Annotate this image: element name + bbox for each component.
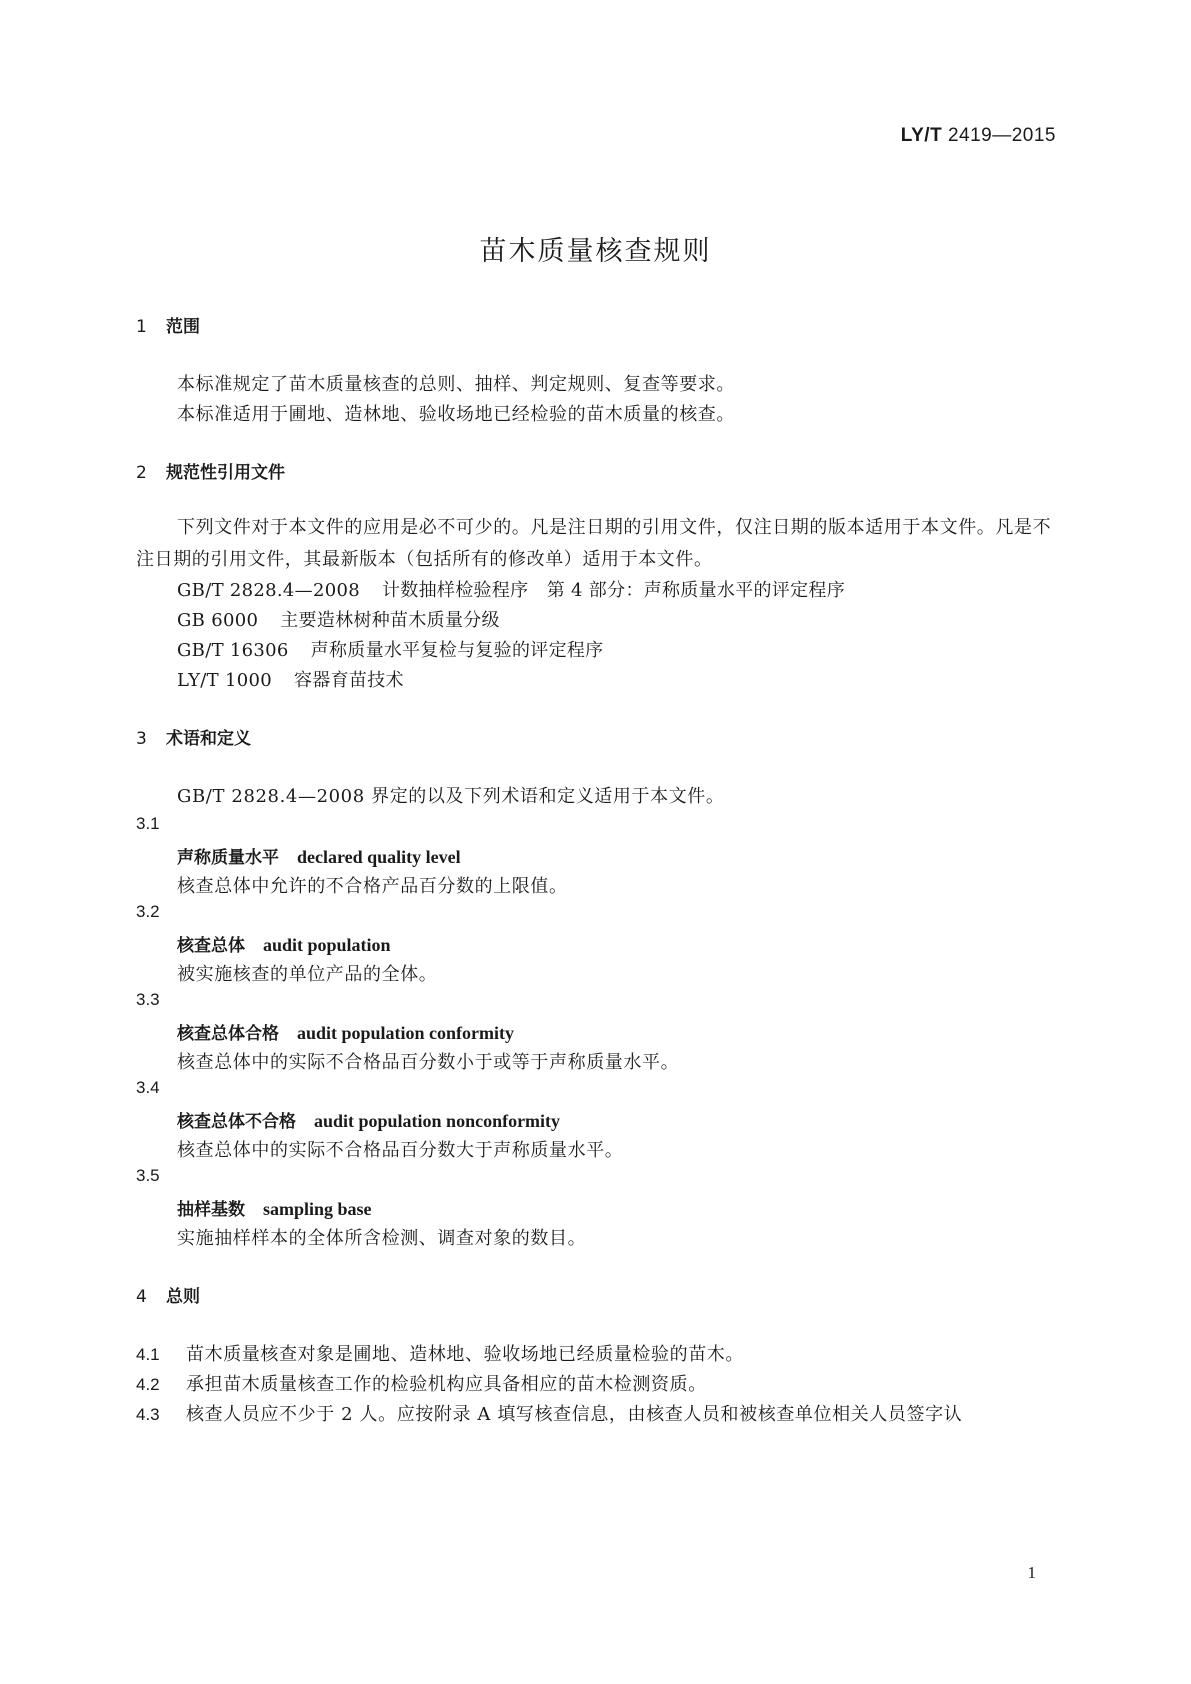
clause-number: 4.1: [136, 1345, 160, 1364]
term-en: audit population nonconformity: [314, 1111, 561, 1131]
standard-number: 2419—2015: [947, 125, 1056, 146]
paragraph: 本标准适用于圃地、造林地、验收场地已经检验的苗木质量的核查。: [177, 404, 735, 425]
term-zh: 核查总体: [177, 936, 245, 956]
reference-title: 声称质量水平复检与复验的评定程序: [310, 640, 604, 661]
term-zh: 声称质量水平: [177, 848, 279, 868]
term-definition: 核查总体中的实际不合格品百分数小于或等于声称质量水平。: [177, 1052, 680, 1073]
reference-item: [177, 666, 404, 692]
reference-title: 计数抽样检验程序 第 4 部分：声称质量水平的评定程序: [382, 580, 845, 601]
clause: [136, 1340, 744, 1366]
term-name: [177, 1107, 560, 1132]
reference-item: [177, 576, 845, 602]
term-number: 3.3: [136, 990, 160, 1009]
section-title: 范围: [166, 317, 200, 337]
term-zh: 核查总体合格: [177, 1024, 279, 1044]
section-1-heading: [136, 312, 200, 337]
section-title: 规范性引用文件: [166, 463, 285, 483]
term-name: [177, 1195, 372, 1220]
term-number: 3.4: [136, 1078, 160, 1097]
term-definition: 核查总体中允许的不合格产品百分数的上限值。: [177, 876, 568, 897]
page-number: 1: [1027, 1563, 1036, 1582]
section-4-heading: [136, 1282, 200, 1307]
term-number: 3.2: [136, 902, 160, 921]
clause: [136, 1400, 962, 1426]
paragraph: 下列文件对于本文件的应用是必不可少的。凡是注日期的引用文件，仅注日期的版本适用于本文件。凡是不注日期的引用文件，其最新版本（包括所有的修改单）适用于本文件。: [136, 517, 1052, 570]
paragraph: GB/T 2828.4—2008 界定的以及下列术语和定义适用于本文件。: [177, 786, 725, 807]
reference-code: GB/T 16306: [177, 640, 289, 661]
term-name: [177, 931, 391, 956]
section-title: 术语和定义: [166, 729, 251, 749]
clause-number: 4.2: [136, 1375, 160, 1394]
term-definition: 实施抽样样本的全体所含检测、调查对象的数目。: [177, 1228, 587, 1249]
term-en: declared quality level: [297, 847, 461, 867]
section-number: 4: [136, 1287, 147, 1307]
reference-title: 容器育苗技术: [294, 670, 404, 691]
term-definition: 核查总体中的实际不合格品百分数大于声称质量水平。: [177, 1140, 624, 1161]
section-number: 1: [136, 317, 147, 337]
standard-prefix: LY/T: [900, 125, 943, 146]
term-zh: 抽样基数: [177, 1200, 245, 1220]
section-title: 总则: [166, 1287, 200, 1307]
reference-item: [177, 636, 603, 662]
term-zh: 核查总体不合格: [177, 1112, 296, 1132]
reference-title: 主要造林树种苗木质量分级: [280, 610, 500, 631]
term-en: audit population conformity: [297, 1023, 515, 1043]
reference-item: [177, 606, 500, 632]
clause: [136, 1370, 707, 1396]
section-2-heading: [136, 458, 285, 483]
section-number: 3: [136, 729, 147, 749]
reference-code: GB 6000: [177, 610, 259, 631]
clause-number: 4.3: [136, 1405, 160, 1424]
clause-text: 核查人员应不少于 2 人。应按附录 A 填写核查信息，由核查人员和被核查单位相关人员签字认: [186, 1404, 963, 1425]
term-definition: 被实施核查的单位产品的全体。: [177, 964, 438, 985]
reference-code: GB/T 2828.4—2008: [177, 580, 360, 601]
term-name: [177, 1019, 514, 1044]
standard-code: [901, 125, 1056, 147]
reference-code: LY/T 1000: [177, 670, 272, 691]
term-en: sampling base: [263, 1199, 372, 1219]
clause-text: 承担苗木质量核查工作的检验机构应具备相应的苗木检测资质。: [186, 1374, 707, 1395]
section-3-heading: [136, 724, 251, 749]
section-number: 2: [136, 463, 147, 483]
document-title: 苗木质量核查规则: [479, 236, 712, 267]
paragraph: 本标准规定了苗木质量核查的总则、抽样、判定规则、复查等要求。: [177, 374, 735, 395]
term-number: 3.5: [136, 1166, 160, 1185]
term-en: audit population: [263, 935, 391, 955]
term-name: [177, 843, 461, 868]
clause-text: 苗木质量核查对象是圃地、造林地、验收场地已经质量检验的苗木。: [186, 1344, 744, 1365]
term-number: 3.1: [136, 814, 160, 833]
